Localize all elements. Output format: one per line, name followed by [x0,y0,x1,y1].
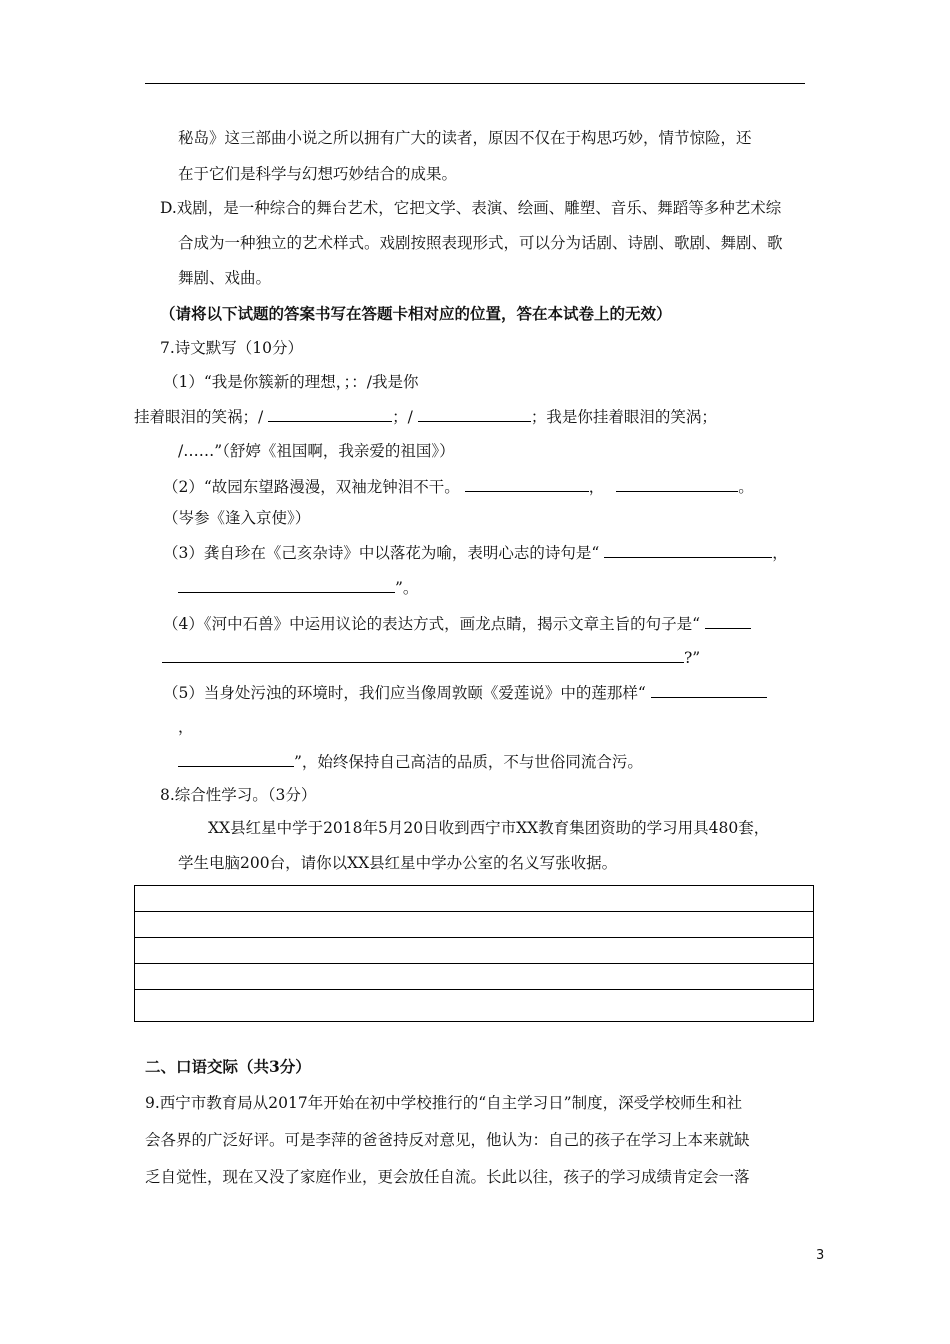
option-c-line-3: 在于它们是科学与幻想巧妙结合的成果。 [178,165,458,183]
question-8-title: 8.综合性学习。（3分） [160,786,317,804]
q7-part1-line1: （1）“我是你簇新的理想，；：/我是你 [163,373,419,391]
answer-blank[interactable] [162,647,684,663]
q7-part2-line2: （岑参《逢入京使》） [163,509,311,527]
question-8-line2: 学生电脑200台，请你以XX县红星中学办公室的名义写张收据。 [178,854,618,872]
answer-box-row[interactable] [135,964,813,990]
answer-box-row[interactable] [135,990,813,1016]
q7-part2-text-a: （2）“故园东望路漫漫，双袖龙钟泪不干。 [163,478,465,496]
header-rule [145,83,805,84]
question-9-line1: 9.西宁市教育局从2017年开始在初中学校推行的“自主学习日”制度，深受学校师生和社 [145,1094,743,1112]
q7-part3-line2 [178,577,418,598]
q7-part5-line1 [163,682,767,703]
q7-part5-text-a: （5）当身处污浊的环境时，我们应当像周敦颐《爱莲说》中的莲那样“ [163,684,651,702]
q7-part2-text-b: ， [588,478,605,496]
answer-box-row[interactable] [135,938,813,964]
answer-blank[interactable] [465,476,589,492]
answer-blank[interactable] [178,751,294,767]
page-number: 3 [816,1248,825,1263]
answer-blank[interactable] [651,682,767,698]
answer-blank[interactable] [178,577,395,593]
option-c-line-2: 秘岛》这三部曲小说之所以拥有广大的读者，原因不仅在于构思巧妙，情节惊险，还 [178,129,752,147]
q7-part1-line2 [134,406,717,427]
answer-blank[interactable] [616,476,738,492]
q7-part3-text-c: ”。 [395,579,419,597]
answer-box-row[interactable] [135,886,813,912]
answer-blank[interactable] [268,406,392,422]
option-d-line-3: 舞剧、戏曲。 [178,269,272,287]
q7-part1-text-b: ；/ [392,408,418,426]
option-d-line-1: D.戏剧，是一种综合的舞台艺术，它把文学、表演、绘画、雕塑、音乐、舞蹈等多种艺术综 [160,199,782,217]
answer-blank[interactable] [705,613,751,629]
q7-part5-line3 [178,751,643,772]
q7-part3-text-a: （3）龚自珍在《己亥杂诗》中以落花为喻，表明心志的诗句是“ [163,544,605,562]
q7-part2-text-c: 。 [738,478,754,496]
answer-blank[interactable] [604,542,772,558]
q7-part4-line1 [163,613,751,634]
question-7-title: 7.诗文默写（10分） [160,339,304,357]
q7-part4-text-b: ?” [684,649,701,667]
answer-blank[interactable] [418,406,531,422]
q7-part5-line2: ， [178,718,194,736]
q7-part2-line1 [163,476,754,497]
receipt-answer-box[interactable] [134,885,814,1022]
q7-part4-line2 [162,647,700,668]
option-d-line-2: 合成为一种独立的艺术样式。戏剧按照表现形式，可以分为话剧、诗剧、歌剧、舞剧、歌 [178,234,783,252]
answer-notice: （请将以下试题的答案书写在答题卡相对应的位置，答在本试卷上的无效） [160,304,672,323]
answer-box-row[interactable] [135,912,813,938]
q7-part1-text-c: ；我是你挂着眼泪的笑涡； [530,408,717,426]
question-8-line1: XX县红星中学于2018年5月20日收到西宁市XX教育集团资助的学习用具480套， [208,819,770,837]
question-9-line3: 乏自觉性，现在又没了家庭作业，更会放任自流。长此以往，孩子的学习成绩肯定会一落 [145,1168,750,1186]
question-9-line2: 会各界的广泛好评。可是李萍的爸爸持反对意见，他认为：自己的孩子在学习上本来就缺 [145,1131,750,1149]
q7-part1-line3: /……”（舒婷《祖国啊，我亲爱的祖国》） [178,442,455,460]
q7-part3-text-b: ， [772,544,788,562]
q7-part3-line1 [163,542,788,563]
q7-part4-text-a: （4）《河中石兽》中运用议论的表达方式，画龙点睛，揭示文章主旨的句子是“ [163,615,705,633]
q7-part5-text-b: ”，始终保持自己高洁的品质，不与世俗同流合污。 [294,753,643,771]
q7-part1-text-a: 挂着眼泪的笑祸；/ [134,408,269,426]
section-2-heading: 二、口语交际（共3分） [145,1057,311,1076]
